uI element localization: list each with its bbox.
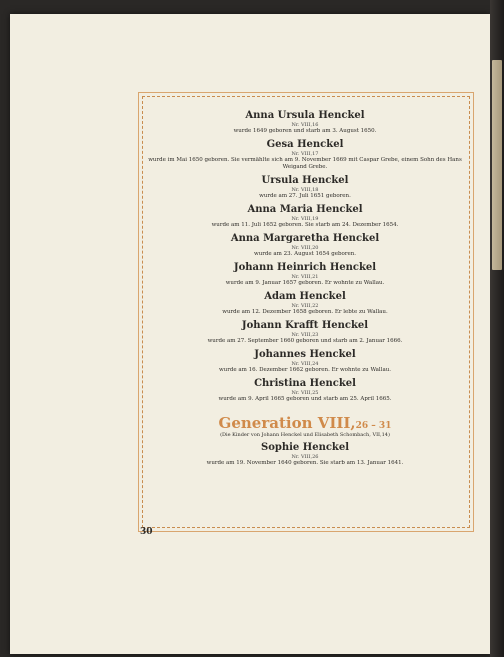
generation-title: Generation VIII, bbox=[218, 414, 356, 432]
person-text: wurde am 23. August 1654 geboren. bbox=[253, 251, 357, 257]
person-entry bbox=[148, 378, 462, 403]
person-name: Ursula Henckel bbox=[261, 175, 349, 186]
person-entry bbox=[148, 175, 462, 200]
person-name: Christina Henckel bbox=[254, 378, 356, 389]
person-name: Anna Ursula Henckel bbox=[245, 110, 365, 121]
person-number: Nr. VIII,24 bbox=[291, 361, 319, 367]
generation-subtitle: (Die Kinder von Johann Henckel und Elisabeth Schombach, VII,14) bbox=[220, 432, 390, 438]
person-name: Sophie Henckel bbox=[260, 442, 350, 453]
person-text: wurde am 19. November 1640 geboren. Sie starb am 13. Januar 1641. bbox=[206, 460, 404, 466]
generation-heading bbox=[148, 413, 462, 439]
person-text: wurde am 9. April 1665 geboren und starb am 25. April 1665. bbox=[218, 396, 392, 402]
page-number: 30 bbox=[140, 527, 153, 537]
person-number: Nr. VIII,17 bbox=[291, 151, 319, 157]
person-entry bbox=[148, 110, 462, 135]
person-number: Nr. VIII,20 bbox=[291, 245, 319, 251]
person-entry bbox=[148, 262, 462, 287]
person-number: Nr. VIII,16 bbox=[291, 122, 319, 128]
person-name: Anna Maria Henckel bbox=[247, 204, 363, 215]
person-name: Gesa Henckel bbox=[266, 139, 344, 150]
person-entry bbox=[148, 442, 462, 467]
person-entry bbox=[148, 291, 462, 316]
person-number: Nr. VIII,23 bbox=[291, 332, 319, 338]
person-text: wurde am 11. Juli 1652 geboren. Sie starb am 24. Dezember 1654. bbox=[211, 222, 399, 228]
person-number: Nr. VIII,22 bbox=[291, 303, 319, 309]
person-name: Johann Heinrich Henckel bbox=[233, 262, 377, 273]
person-name: Adam Henckel bbox=[264, 291, 346, 302]
generation-range: 26 – 31 bbox=[355, 421, 392, 431]
person-name: Johann Krafft Henckel bbox=[241, 320, 369, 331]
person-name: Johannes Henckel bbox=[254, 349, 356, 360]
person-text: wurde am 27. September 1660 geboren und starb am 2. Januar 1666. bbox=[207, 338, 403, 344]
person-number: Nr. VIII,25 bbox=[291, 390, 319, 396]
person-entry bbox=[148, 204, 462, 229]
person-text: wurde am 27. Juli 1651 geboren. bbox=[259, 193, 351, 199]
person-number: Nr. VIII,26 bbox=[291, 454, 319, 460]
person-number: Nr. VIII,19 bbox=[291, 216, 319, 222]
person-entry bbox=[148, 233, 462, 258]
page-content bbox=[148, 110, 462, 471]
person-text: wurde am 9. Januar 1657 geboren. Er wohnte zu Wallau. bbox=[225, 280, 385, 286]
person-entry bbox=[148, 349, 462, 374]
person-text: wurde am 12. Dezember 1658 geboren. Er lebte zu Wallau. bbox=[222, 309, 388, 315]
person-entry bbox=[148, 320, 462, 345]
person-text: wurde am 16. Dezember 1662 geboren. Er wohnte zu Wallau. bbox=[218, 367, 392, 373]
person-entry bbox=[148, 139, 462, 171]
person-text: wurde im Mai 1650 geboren. Sie vermählte sich am 9. November 1669 mit Caspar Grebe, einem Sohn des Hans Weigand Grebe. bbox=[148, 157, 462, 170]
person-number: Nr. VIII,21 bbox=[291, 274, 319, 280]
person-number: Nr. VIII,18 bbox=[291, 187, 319, 193]
person-name: Anna Margaretha Henckel bbox=[230, 233, 380, 244]
person-text: wurde 1649 geboren und starb am 3. August 1650. bbox=[233, 128, 377, 134]
bookmark-tab bbox=[492, 60, 502, 270]
